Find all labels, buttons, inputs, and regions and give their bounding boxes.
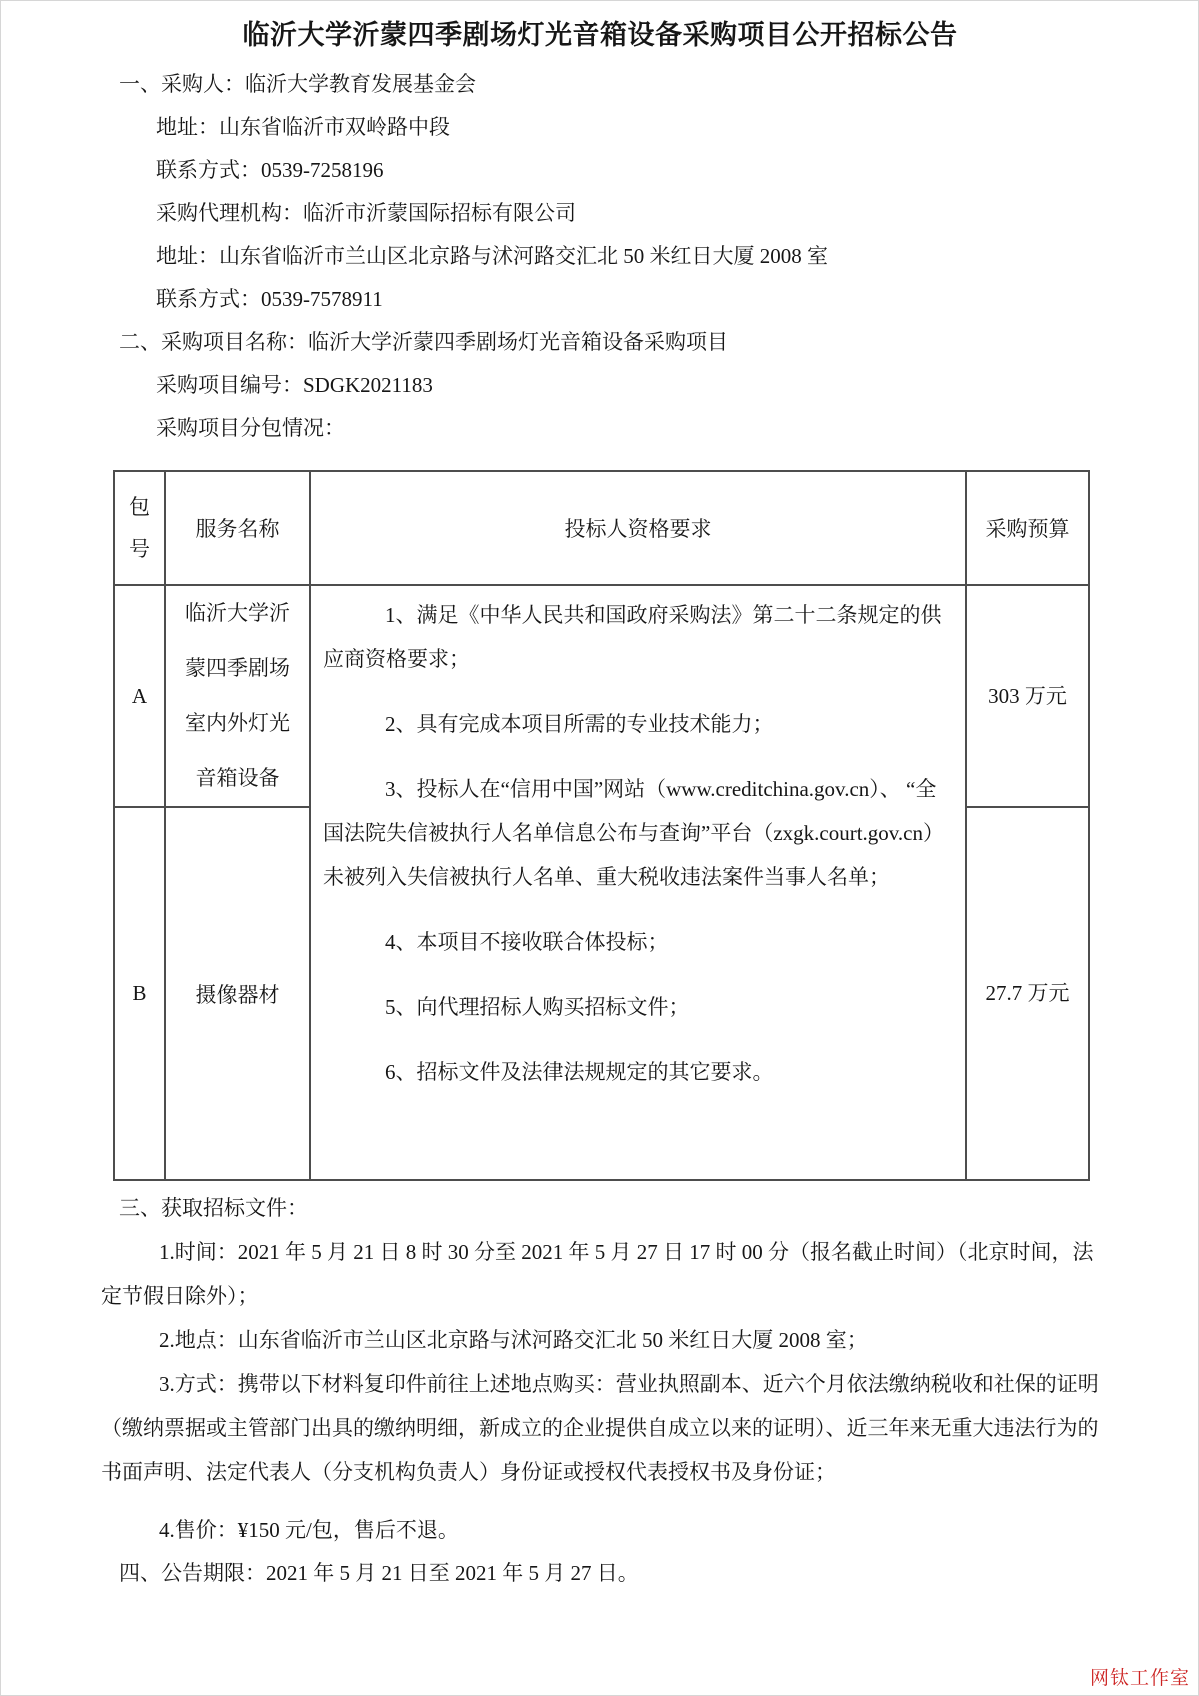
requirement-item-4: 4、本项目不接收联合体投标； [385, 930, 669, 954]
requirement-item-5: 5、向代理招标人购买招标文件； [385, 995, 690, 1019]
col-header-budget: 采购预算 [966, 471, 1089, 585]
obtain-price-paragraph: 4.售价：¥150 元/包，售后不退。 [159, 1518, 459, 1542]
requirement-item-6: 6、招标文件及法律法规规定的其它要求。 [385, 1060, 774, 1084]
package-a-id-cell: A [114, 585, 165, 807]
package-b-service-cell: 摄像器材 [165, 807, 310, 1180]
col-header-qualification: 投标人资格要求 [310, 471, 966, 585]
package-a-budget-cell: 303 万元 [966, 585, 1089, 807]
requirement-item-2: 2、具有完成本项目所需的专业技术能力； [385, 712, 774, 736]
package-a-service-label: 临沂大学沂蒙四季剧场室内外灯光音箱设备 [185, 601, 290, 790]
col-header-package-no [114, 471, 165, 585]
agency-name-line: 采购代理机构：临沂市沂蒙国际招标有限公司 [156, 201, 576, 225]
requirement-item-3: 3、投标人在“信用中国”网站（www.creditchina.gov.cn）、 “全国法院失信被执行人名单信息公布与查询”平台（zxgk.court.gov.cn）未被列入失信被执行人名单、重大税收违法案件当事人名单； [323, 777, 937, 889]
purchaser-contact-line: 联系方式：0539-7258196 [156, 158, 384, 182]
qualification-requirements-cell [310, 585, 966, 1180]
section-purchaser-heading: 一、采购人：临沂大学教育发展基金会 [119, 72, 476, 96]
section-project-heading: 二、采购项目名称：临沂大学沂蒙四季剧场灯光音箱设备采购项目 [119, 330, 728, 354]
subpackage-label-line: 采购项目分包情况： [156, 416, 345, 440]
agency-address-line: 地址：山东省临沂市兰山区北京路与沭河路交汇北 50 米红日大厦 2008 室 [156, 244, 828, 268]
obtain-method-paragraph: 3.方式：携带以下材料复印件前往上述地点购买：营业执照副本、近六个月依法缴纳税收和社保的证明（缴纳票据或主管部门出具的缴纳明细，新成立的企业提供自成立以来的证明）、近三年来无重大违法行为的书面声明、法定代表人（分支机构负责人）身份证或授权代表授权书及身份证； [101, 1372, 1099, 1484]
package-a-service-cell [165, 585, 310, 807]
col-header-service-name: 服务名称 [165, 471, 310, 585]
table-header-row [114, 471, 1089, 585]
package-b-id-cell: B [114, 807, 165, 1180]
project-number-line: 采购项目编号：SDGK2021183 [156, 373, 433, 397]
purchaser-address-line: 地址：山东省临沂市双岭路中段 [156, 115, 450, 139]
section-period-heading: 四、公告期限：2021 年 5 月 21 日至 2021 年 5 月 27 日。 [119, 1561, 639, 1585]
obtain-location-paragraph: 2.地点：山东省临沂市兰山区北京路与沭河路交汇北 50 米红日大厦 2008 室； [159, 1328, 868, 1352]
obtain-time-paragraph: 1.时间：2021 年 5 月 21 日 8 时 30 分至 2021 年 5 月 27 日 17 时 00 分（报名截止时间）（北京时间，法定节假日除外）； [101, 1240, 1094, 1308]
watermark-label: 网钛工作室 [1089, 1668, 1190, 1689]
section-obtain-heading: 三、获取招标文件： [119, 1196, 308, 1220]
page-title: 临沂大学沂蒙四季剧场灯光音箱设备采购项目公开招标公告 [242, 20, 958, 50]
package-b-budget-cell: 27.7 万元 [966, 807, 1089, 1180]
requirement-item-1: 1、满足《中华人民共和国政府采购法》第二十二条规定的供应商资格要求； [323, 603, 942, 671]
table-row-package-a [114, 585, 1089, 807]
package-no-header-label: 包号 [129, 495, 150, 561]
package-table [113, 470, 1090, 1181]
agency-contact-line: 联系方式：0539-7578911 [156, 287, 383, 311]
